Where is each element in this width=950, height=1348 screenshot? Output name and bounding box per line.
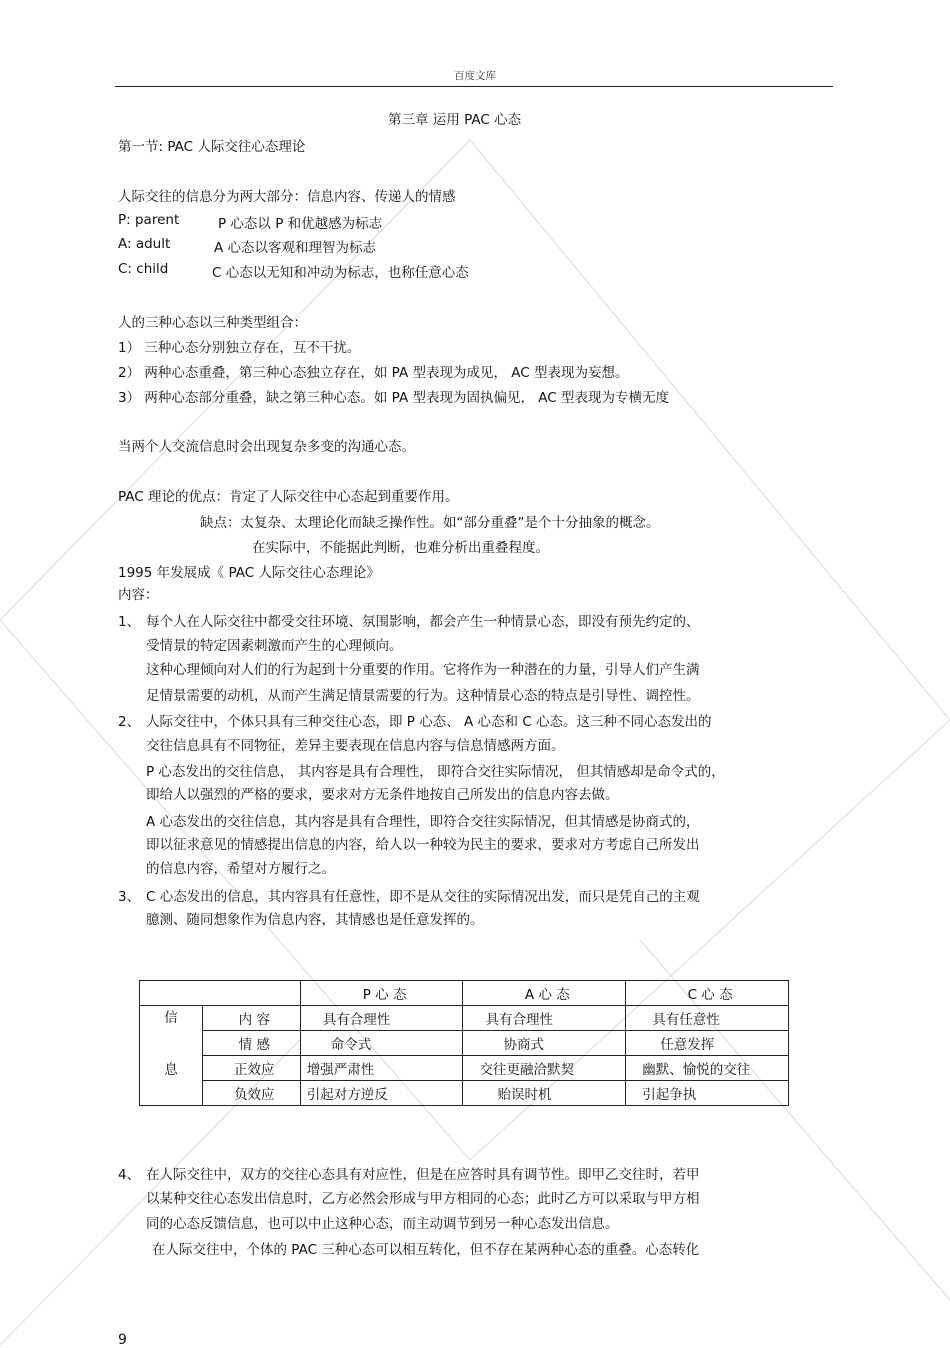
table-row [140,1081,789,1106]
cell-p: 引起对方逆反 [300,1081,463,1106]
theory-disadvantage-1: 缺点：太复杂、太理论化而缺乏操作性。如“部分重叠”是个十分抽象的概念。 [200,515,660,531]
cell-p: 具有合理性 [300,1006,463,1031]
point-2-line: 交往信息具有不同物征，差异主要表现在信息内容与信息情感两方面。 [146,738,565,754]
row-label: 正效应 [202,1056,300,1081]
intro-line: 人际交往的信息分为两大部分：信息内容、传递人的情感 [118,189,456,205]
combo-item-2: 2） 两种心态重叠，第三种心态独立存在，如 PA 型表现为成见， AC 型表现为妄想。 [118,365,629,381]
p-key: P: parent [118,212,180,228]
point-2-line: A 心态发出的交往信息，其内容是具有合理性，即符合交往实际情况，但其情感是协商式的， [146,814,700,830]
info-group-top: 信 [164,1010,178,1026]
point-3-line: 臆测、随同想象作为信息内容，其情感也是任意发挥的。 [146,912,484,928]
info-group-cell [140,1006,203,1106]
complex-line: 当两个人交流信息时会出现复杂多变的沟通心态。 [118,439,415,455]
page-header: 百度文库 [454,70,496,82]
header-p: P 心 态 [300,981,463,1006]
combo-title: 人的三种心态以三种类型组合： [118,315,307,331]
cell-c: 幽默、愉悦的交往 [626,1056,789,1081]
point-1-line: 受情景的特定因素刺激而产生的心理倾向。 [146,638,403,654]
c-desc: C 心态以无知和冲动为标志，也称任意心态 [212,265,469,281]
c-key: C: child [118,261,169,277]
point-1-line: 每个人在人际交往中都受交往环境、氛围影响，都会产生一种情景心态，即没有预先约定的、 [146,614,700,630]
cell-a: 协商式 [463,1031,626,1056]
point-2-line: 即给人以强烈的严格的要求，要求对方无条件地按自己所发出的信息内容去做。 [146,787,619,803]
table-corner-cell [140,981,301,1006]
header-rule [115,86,833,87]
point-2-line: 即以征求意见的情感提出信息的内容，给人以一种较为民主的要求，要求对方考虑自己所发出 [146,837,700,853]
p-desc: P 心态以 P 和优越感为标志 [218,216,383,232]
point-2-line: P 心态发出的交往信息， 其内容是具有合理性， 即符合交往实际情况， 但其情感却是命令式的， [146,764,725,780]
combo-item-1: 1） 三种心态分别独立存在，互不干扰。 [118,340,361,356]
header-a: A 心 态 [463,981,626,1006]
cell-a: 交往更融洽默契 [463,1056,626,1081]
cell-c: 引起争执 [626,1081,789,1106]
a-desc: A 心态以客观和理智为标志 [214,240,377,256]
point-2-line: 的信息内容，希望对方履行之。 [146,861,335,877]
table-row [140,1006,789,1031]
header-c: C 心 态 [626,981,789,1006]
a-key: A: adult [118,236,171,252]
table-row [140,1056,789,1081]
pac-comparison-table [139,980,789,1106]
cell-a: 具有合理性 [463,1006,626,1031]
theory-advantage: PAC 理论的优点：肯定了人际交往中心态起到重要作用。 [118,489,459,505]
combo-item-3: 3） 两种心态部分重叠，缺之第三种心态。如 PA 型表现为固执偏见， AC 型表现为专横无度 [118,390,669,406]
row-label: 负效应 [202,1081,300,1106]
cell-c: 任意发挥 [626,1031,789,1056]
row-label: 内 容 [202,1006,300,1031]
theory-development: 1995 年发展成《 PAC 人际交往心态理论》 [118,565,380,581]
point-1-line: 足情景需要的动机，从而产生满足情景需要的行为。这种情景心态的特点是引导性、调控性。 [146,688,700,704]
point-4-line: 在人际交往中，个体的 PAC 三种心态可以相互转化，但不存在某两种心态的重叠。心态转化 [152,1242,700,1258]
cell-a: 贻误时机 [463,1081,626,1106]
point-3-line: C 心态发出的信息，其内容具有任意性，即不是从交往的实际情况出发，而只是凭自己的主观 [146,889,700,905]
point-1-line: 这种心理倾向对人们的行为起到十分重要的作用。它将作为一种潜在的力量，引导人们产生满 [146,662,700,678]
section-title: 第一节: PAC 人际交往心态理论 [118,139,306,155]
point-4-number: 4、 [118,1167,141,1183]
point-4-line: 以某种交往心态发出信息时，乙方必然会形成与甲方相同的心态；此时乙方可以采取与甲方相 [146,1191,700,1207]
info-group-bottom: 息 [164,1062,178,1078]
point-4-line: 同的心态反馈信息，也可以中止这种心态，而主动调节到另一种心态发出信息。 [146,1216,619,1232]
table-header-row [140,981,789,1006]
page-number: 9 [118,1332,127,1348]
cell-p: 增强严肃性 [300,1056,463,1081]
point-3-number: 3、 [118,889,141,905]
cell-p: 命令式 [300,1031,463,1056]
point-2-number: 2、 [118,714,141,730]
content-label: 内容： [118,587,159,603]
table-row [140,1031,789,1056]
point-1-number: 1、 [118,614,141,630]
point-4-line: 在人际交往中，双方的交往心态具有对应性，但是在应答时具有调节性。即甲乙交往时，若甲 [146,1167,700,1183]
chapter-title: 第三章 运用 PAC 心态 [388,112,522,128]
cell-c: 具有任意性 [626,1006,789,1031]
row-label: 情 感 [202,1031,300,1056]
theory-disadvantage-2: 在实际中，不能据此判断，也难分析出重叠程度。 [252,540,549,556]
point-2-line: 人际交往中，个体只具有三种交往心态，即 P 心态、 A 心态和 C 心态。这三种不同心态发出的 [146,714,712,730]
